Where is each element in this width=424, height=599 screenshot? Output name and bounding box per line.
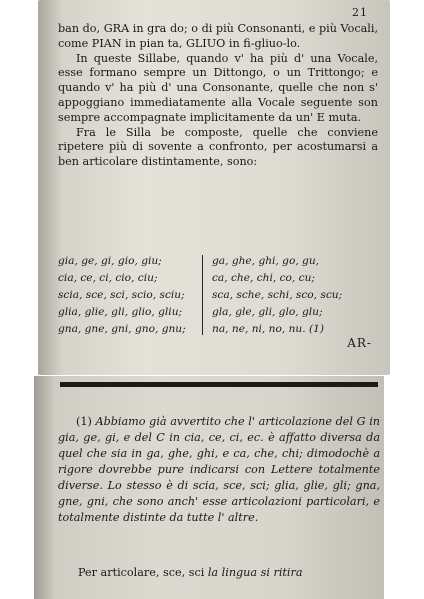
- syllable-row: ca, che, chi, co, cu;: [212, 272, 315, 284]
- paragraph-2: In queste Sillabe, quando v' ha più d' una Vocale, esse formano sempre un Dittongo, o un Trittongo; e quando v' ha più d' una Consonante, quelle che non s' appoggiano immediatamente alla Vocale seguente son sempre accompagnate implicitamente da un' E muta.: [58, 51, 378, 124]
- page-number: 21: [352, 6, 368, 19]
- catchword: AR-: [347, 336, 372, 350]
- body-text: [58, 22, 378, 170]
- syllable-row: glia, glie, gli, glio, gliu;: [58, 306, 183, 318]
- syllable-row: scia, sce, sci, scio, sciu;: [58, 289, 185, 301]
- footnote-last-line: [78, 566, 303, 579]
- syllable-row: ga, ghe, ghi, go, gu,: [212, 255, 320, 267]
- syllable-column-right: [212, 253, 342, 338]
- paragraph-1: ban do, GRA in gra do; o di più Consonanti, e più Vocali, come PIAN in pian ta, GLIUO in fi-gliuo-lo.: [58, 22, 378, 50]
- last-line-start: Per articolare, sce, sci: [78, 566, 205, 579]
- footnote-marker: (1): [76, 415, 92, 428]
- syllable-row: gla, gle, gli, glo, glu;: [212, 306, 323, 318]
- syllable-row: sca, sche, schi, sco, scu;: [212, 289, 343, 301]
- footnote-text: Abbiamo già avvertito che l' articolazione del G in gia, ge, gi, e del C in cia, ce, ci, ec. è affatto diversa da quel che sia in ga, ghe, ghi, e ca, che, chi; dimodochè a rigore dovrebbe pure indicarsi con Lettere totalmente diverse. Lo stesso è di scia, sce, sci; glia, glie, gli; gna, gne, gni, che sono anch' esse articolazioni particolari, e totalmente distinte da tutte l' altre.: [58, 415, 381, 524]
- last-line-italic: la lingua si ritira: [207, 566, 303, 579]
- footnote: [58, 414, 380, 526]
- syllable-column-left: [58, 253, 186, 338]
- syllable-row: na, ne, ni, no, nu. (1): [212, 323, 324, 335]
- footnote-rule: [60, 382, 378, 387]
- syllable-table: [58, 253, 388, 333]
- syllable-row: cia, ce, ci, cio, ciu;: [58, 272, 158, 284]
- column-divider: [202, 255, 205, 335]
- paragraph-3: Fra le Silla be composte, quelle che conviene ripetere più di sovente a confronto, per acostumarsi a ben articolare distintamente, sono:: [58, 125, 378, 169]
- syllable-row: gia, ge, gi, gio, giu;: [58, 255, 162, 267]
- syllable-row: gna, gne, gni, gno, gnu;: [58, 323, 186, 335]
